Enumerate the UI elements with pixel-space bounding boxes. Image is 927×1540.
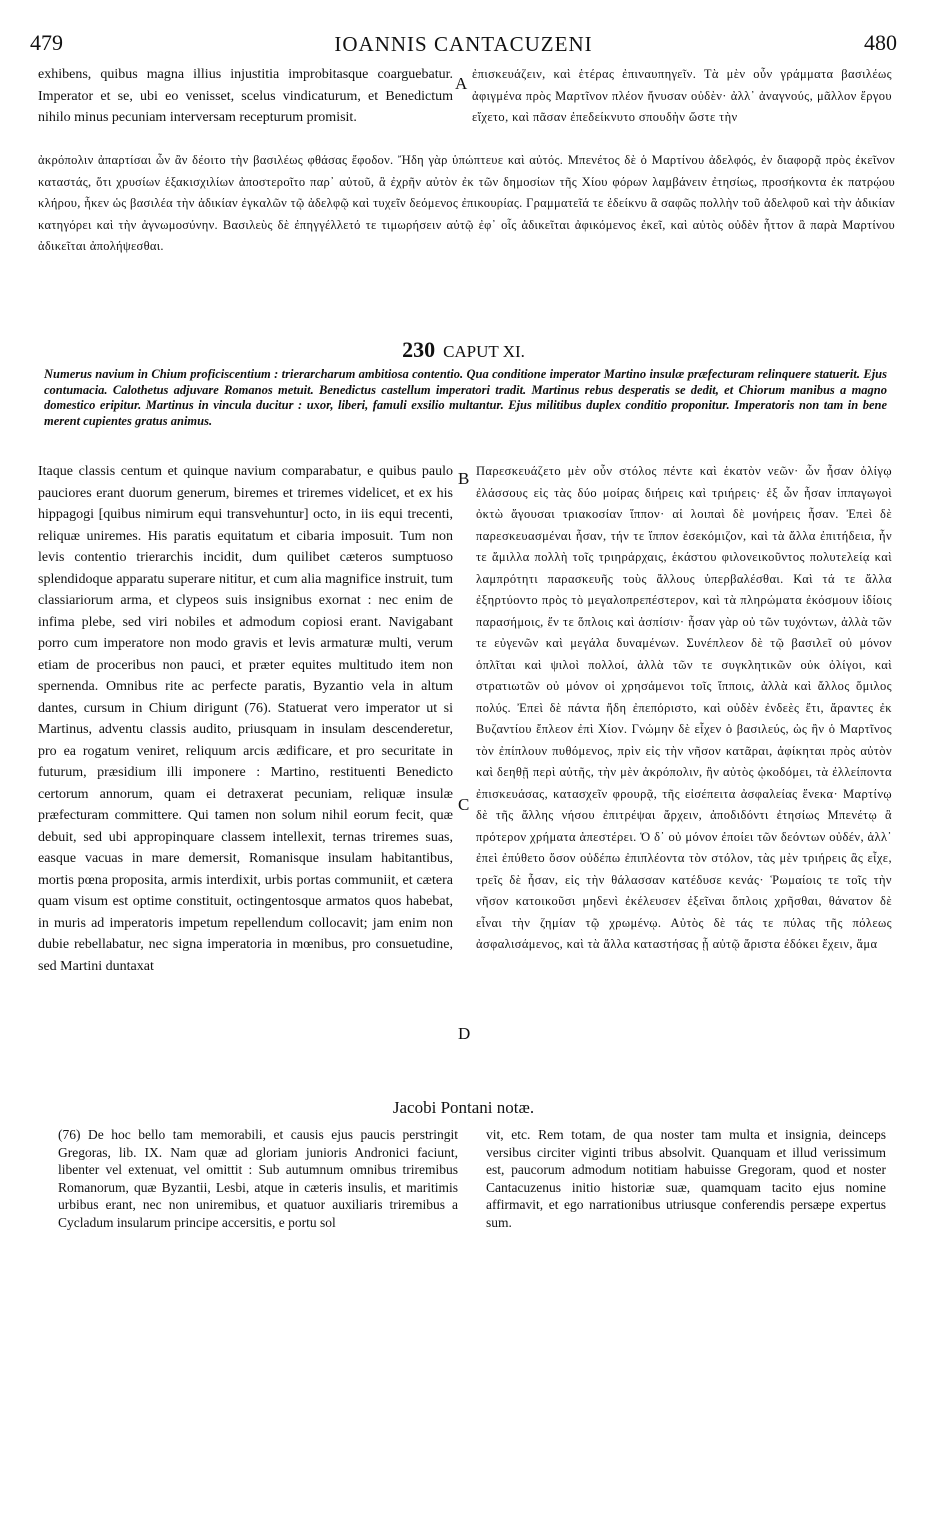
chapter-heading bbox=[0, 337, 927, 363]
note-left-column: (76) De hoc bello tam memorabili, et causis ejus paucis perstringit Gregoras, lib. IX. Nam quæ ad gloriam junioris Andronici faciunt, libenter vel extenuat, vel omittit : Sub autumnum omnibus triremibus Romanorum, quæ Byzantii, Lesbi, atque in cæteris insulis, et maritimis urbibus erant, nec non uniremibus, et quatuor auxiliaris triremibus a Cycladum insularum principe accersitis, e portu sol bbox=[58, 1127, 458, 1230]
note-right-column: vit, etc. Rem totam, de qua noster tam multa et insignia, deinceps versibus circiter viginti tribus absolvit. Quanquam et illud verissimum est, paucorum admodum notitiam habuisse Gregoram, quod et noster Cantacuzenus initio historiæ suæ, quamquam tacito ejus nomine affirmavit, et ego narrationibus utriusque conferendis persæpe expertus sum. bbox=[486, 1127, 886, 1230]
main-greek-column: Παρεσκευάζετο μὲν οὖν στόλος πέντε καὶ ἑκατὸν νεῶν· ὧν ἦσαν ὀλίγῳ ἐλάσσους εἰς τὰς δύο μοίρας διήρεις καὶ τριήρεις· ἐξ ὧν ἦσαν ἱππαγωγοὶ ὀκτὼ ἄγουσαι τριακοσίαν ἵππον· αἱ λοιπαὶ δὲ μονήρεις ἦσαν. Ἐπεὶ δὲ παρεσκευασμέναι ἦσαν, τήν τε ἵππον ἐσεκόμιζον, καὶ τὰ ἄλλα ἐπιτήδεια, ἦν τε ἅμιλλα πολλὴ τοῖς τριηράρχαις, ἑκάστου φιλονεικοῦντος πολυτελείᾳ καὶ λαμπρότητι παρασκευῆς τοὺς ἄλλους ὑπερβαλέσθαι. Καὶ τά τε ἄλλα ἐξηρτύοντο πρὸς τὸ μεγαλοπρεπέστερον, καὶ τὰ πληρώματα ἐκόσμουν ἰδίοις παρασήμοις, ἔν τε ὅπλοις καὶ ἀσπίσιν· ἦσαν γὰρ οὐ τῶν τυχόντων, ἀλλὰ τῶν τε εὐγενῶν καὶ μεγάλα δυναμένων. Συνέπλεον δὲ τῷ βασιλεῖ οὐ μόνον ὁπλῖται καὶ ψιλοὶ πολλοί, ἀλλὰ τῶν τε συγκλητικῶν οὐκ ὀλίγοι, καὶ στρατιωτῶν οὐ μόνον οἱ χρησάμενοι τοῖς ἵπποις, ἀλλὰ καὶ ἄλλος ὅμιλος πολύς. Ἐπεὶ δὲ πάντα ἤδη ἐπεπόριστο, καὶ οὐδὲν ἐνδεὲς ἔτι, ἄραντες ἐκ Βυζαντίου ἔπλεον ἐπὶ Χίον. Γνώμην δὲ εἶχεν ὁ βασιλεύς, ὡς ἢν ὁ Μαρτῖνος τὸν ἐπίπλουν πυθόμενος, πρὶν εἰς τὴν νῆσον κατᾶραι, ἀφίκηται πρὸς αὐτὸν καὶ δεηθῇ περὶ αὐτῆς, τὴν μὲν ἀκρόπολιν, ἣν αὐτὸς ᾠκοδόμει, τὰ ἐλλείποντα ἐπισκευάσας, κατασχεῖν φρουρᾷ, τῆς εἰσέπειτα ἀσφαλείας ἕνεκα· Μαρτίνῳ δὲ τῆς ἄλλης νήσου ἐπιτρέψαι ἄρχειν, ἀποδιδόντι ἐτησίως Μπενέτῳ ἃ πρότερον χρήματα ἀπεστέρει. Ὁ δ᾽ οὐ μόνον ἐποίει τῶν δεόντων οὐδέν, ἀλλ᾽ ἐπεὶ ἐπύθετο ὅσον οὐδέπω ἐπιπλέοντα τὸν στόλον, τὰς μὲν τριήρεις ἃς εἶχε, τρεῖς δὲ ἦσαν, εἰς τὴν θάλασσαν κατέδυσε κενάς· Ῥωμαίοις τε τοῖς τὴν νῆσον κατοικοῦσι μηδενὶ ἐκέλευσεν ἐξεῖναι ὅπλοις χρῆσθαι, θάνατον δὲ εἶναι τὴν ζημίαν τῷ χρωμένῳ. Αὐτὸς δὲ τάς τε πύλας τῆς πόλεως ἀσφαλισάμενος, καὶ τὰ ἄλλα καταστήσας ᾗ αὐτῷ ἄριστα ἐδόκει ἔχειν, ἅμα bbox=[476, 464, 892, 951]
top-greek-column: ἐπισκευάζειν, καὶ ἑτέρας ἐπιναυπηγεῖν. Τὰ μὲν οὖν γράμματα βασιλέως ἀφιγμένα πρὸς Μαρτῖνον πλέον ἤνυσαν οὐδὲν· ἀλλ᾽ ἀναγνούς, μᾶλλον ἔργου εἴχετο, καὶ πᾶσαν ἐπεδείκνυτο σπουδὴν ὥστε τὴν bbox=[472, 67, 892, 124]
margin-marker-d: D bbox=[458, 1024, 471, 1043]
notes-title: Jacobi Pontani notæ. bbox=[392, 1098, 535, 1117]
running-header bbox=[30, 30, 897, 60]
page-number-left: 479 bbox=[30, 30, 63, 55]
margin-marker-b: B bbox=[458, 469, 470, 488]
margin-marker-c: C bbox=[458, 795, 470, 814]
chapter-number: 230 bbox=[402, 337, 436, 362]
main-latin-column: Itaque classis centum et quinque navium comparabatur, e quibus paulo pauciores erant duorum generum, biremes et triremes videlicet, et ex his hippagogi [quibus nimirum equi transvehuntur] octo, in iis equi trecenti, reliquæ uniremes. His paratis equitatum et cibaria imposuit. Tum non levis contentio trierarchis incidit, dum quilibet cæteros sumptuoso splendidoque apparatu superare nititur, et cum alia magnifice instruit, tum classiariorum arma, et clypeos suis insignibus exornat : nec enim de infima plebe, sed viri nobiles et admodum copiosi erant. Navigabant porro cum imperatore non modo gravis et levis armaturæ multi, verum etiam de proceribus non pauci, et præter equites multitudo item non spernenda. Omnibus rite ac perfecte paratis, Byzantio vela in altum dantes, cursum in Chium dirigunt (76). Statuerat vero imperator ut si Martinus, adventu classis audito, priusquam in insulam descenderetur, pro ea rogatum veniret, reliquum arcis ædificare, et pro securitate in futurum, præsidium illi imponere : Martino, restituenti Benedicto certorum annorum, quam ei detraxerat pecuniam, reliquæ insulæ præfecturam committere. Qui tamen non solum nihil eorum fecit, quæ debuit, sed ubi appropinquare classem intellexit, ternas triremes suas, easque vacuas in mare demersit, Romanisque insulam habitantibus, mortis pœna proposita, armis interdixit, urbis portas communiit, et cætera quam visum est optime constituit, octingentosque armatos quos habebat, in muris ad imperatoris impetum repellendum collocavit; jam enim non dubie rebellabatur, nec signa imperatoria in mœnibus, pro consuetudine, sed Martini duntaxat bbox=[38, 464, 453, 974]
margin-marker-a: A bbox=[455, 74, 468, 93]
chapter-summary: Numerus navium in Chium proficiscentium : trierarcharum ambitiosa contentio. Qua conditione imperator Martino insulæ præfecturam relinquere statuerit. Ejus contumacia. Calothetus adjuvare Romanos metuit. Benedictus castellum imperatori tradit. Martinus rebus desperatis se dedit, et Chiorum manibus a magno domestico eripitur. Martinus in vincula ducitur : uxor, liberi, famuli exsilio multantur. Ejus militibus duplex conditio proponitur. Imperatoris non tam in bene merent cupientes gratus animus. bbox=[44, 367, 887, 428]
greek-full-width-paragraph: ἀκρόπολιν ἀπαρτίσαι ὧν ἂν δέοιτο τὴν βασιλέως φθάσας ἔφοδον. Ἤδη γὰρ ὑπώπτευε καὶ αὐτός. Μπενέτος δὲ ὁ Μαρτίνου ἀδελφός, ἐν διαφορᾷ πρὸς ἐκεῖνον καταστάς, ὅτι χρυσίων ἑξακισχιλίων ἀποστεροῖτο παρ᾽ αὐτοῦ, ἃ ἐχρῆν αὐτὸν ἐκ τῶν δημοσίων τῆς Χίου φόρων λαμβάνειν ἐτησίως, προσήκοντα ἐκ πατρῴου κλήρου, ἧκεν ὡς βασιλέα τὴν ἀδικίαν ἐγκαλῶν τῷ ἀδελφῷ καὶ τυχεῖν δεόμενος ἐπικουρίας. Γραμματεῖά τε ἐδείκνυ ἃ σαφῶς πολλὴν τοῦ ἀδελφοῦ καὶ τὴν ἀδικίαν κατηγόρει καὶ τὴν ἀγνωμοσύνην. Βασιλεὺς δὲ ἐπηγγέλλετό τε τιμωρήσειν αὐτῷ ἐφ᾽ οἷς ἀδικεῖται ἀφικόμενος ἐκεῖ, καὶ αὐτὸς οὐδὲν ἧττον ἃ παρὰ Μαρτίνου ἀδικεῖται ἀπολήψεσθαι. bbox=[38, 153, 895, 253]
chapter-title: CAPUT XI. bbox=[443, 342, 525, 361]
running-title: IOANNIS CANTACUZENI bbox=[334, 32, 593, 56]
page-number-right: 480 bbox=[864, 30, 897, 55]
top-latin-column: exhibens, quibus magna illius injustitia improbitasque coarguebatur. Imperator et se, ubi eo venisset, scelus vindicaturum, et Benedictum nihilo minus pecuniam interversam recepturum promisit. bbox=[38, 67, 453, 125]
